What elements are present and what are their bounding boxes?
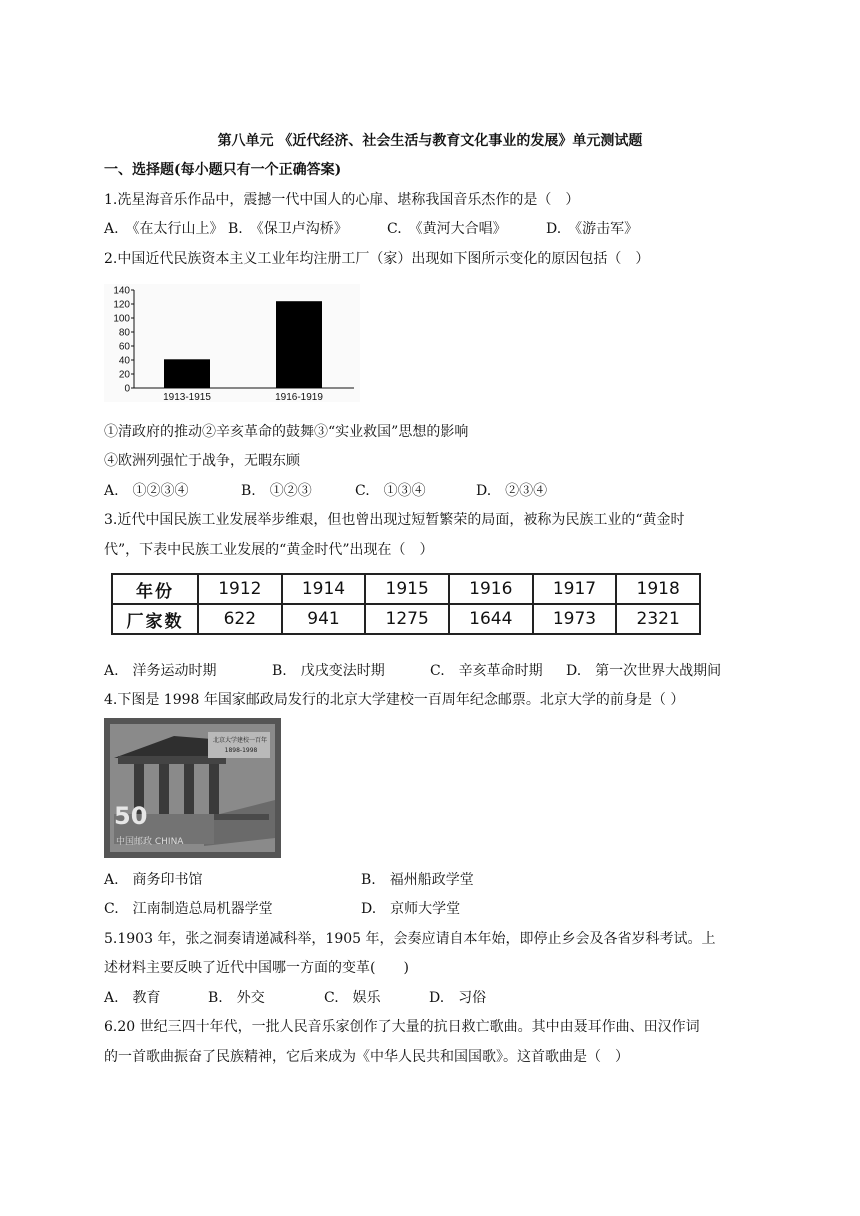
question-5-stem-line1: 5.1903 年，张之洞奏请递减科举，1905 年，会奏应请自本年始，即停止乡会及各省岁科考试。上 — [104, 931, 716, 947]
q4-option-b: B. 福州船政学堂 — [361, 872, 474, 888]
question-6-stem-line1: 6.20 世纪三四十年代，一批人民音乐家创作了大量的抗日救亡歌曲。其中由聂耳作曲、田汉作词 — [104, 1019, 700, 1035]
table-cell: 1912 — [198, 574, 282, 604]
factory-bar-chart — [104, 284, 360, 402]
table-row-head-year: 年份 — [112, 574, 198, 604]
stamp-caption: 北京大学建校一百年 — [212, 737, 267, 744]
q5-option-a: A. 教育 — [104, 990, 161, 1006]
q3-option-d: D. 第一次世界大战期间 — [566, 663, 722, 679]
stamp-years: 1898-1998 — [224, 747, 258, 754]
table-row — [112, 574, 700, 604]
q3-option-b: B. 戊戌变法时期 — [272, 663, 385, 679]
table-cell: 1644 — [449, 604, 533, 634]
document-title: 第八单元 《近代经济、社会生活与教育文化事业的发展》单元测试题 — [217, 133, 643, 149]
question-2-options — [104, 481, 547, 501]
y-tick-label: 100 — [113, 313, 130, 325]
question-3-stem-line1: 3.近代中国民族工业发展举步维艰，但也曾出现过短暂繁荣的局面，被称为民族工业的“黄金时 — [104, 512, 685, 528]
question-3-stem-line2: 代”，下表中民族工业发展的“黄金时代”出现在（ ） — [104, 542, 434, 558]
question-5-stem-line2: 述材料主要反映了近代中国哪一方面的变革( ) — [104, 960, 409, 976]
bar-1916-1919 — [276, 301, 322, 388]
q2-option-d: D. ②③④ — [476, 483, 548, 499]
q3-option-a: A. 洋务运动时期 — [104, 663, 217, 679]
y-tick-label: 40 — [118, 355, 130, 367]
question-5-options — [104, 988, 486, 1008]
q1-option-a: A. 《在太行山上》 — [104, 221, 224, 237]
q5-option-b: B. 外交 — [208, 990, 265, 1006]
table-cell: 1914 — [282, 574, 366, 604]
question-3-options — [104, 661, 721, 681]
q4-option-c: C. 江南制造总局机器学堂 — [104, 901, 273, 917]
q1-option-b: B. 《保卫卢沟桥》 — [228, 221, 348, 237]
q4-option-d: D. 京师大学堂 — [361, 901, 461, 917]
table-cell: 1916 — [449, 574, 533, 604]
table-cell: 1915 — [365, 574, 449, 604]
y-tick-label: 120 — [113, 299, 130, 311]
y-tick-label: 60 — [118, 341, 130, 353]
table-cell: 622 — [198, 604, 282, 634]
q1-option-d: D. 《游击军》 — [546, 221, 639, 237]
x-tick-label: 1916-1919 — [275, 392, 323, 402]
table-cell: 1918 — [616, 574, 700, 604]
question-2-stem: 2.中国近代民族资本主义工业年均注册工厂（家）出现如下图所示变化的原因包括（ ） — [104, 251, 650, 267]
y-tick-label: 140 — [113, 285, 130, 297]
table-cell: 1917 — [533, 574, 617, 604]
question-2-items-line1: ①清政府的推动②辛亥革命的鼓舞③“实业救国”思想的影响 — [104, 424, 469, 440]
table-row — [112, 604, 700, 634]
y-tick-label: 0 — [124, 383, 130, 395]
y-tick-label: 20 — [118, 369, 130, 381]
q2-option-c: C. ①③④ — [355, 483, 426, 499]
table-row-head-count: 厂家数 — [112, 604, 198, 634]
stamp-image — [104, 718, 281, 858]
table-cell: 941 — [282, 604, 366, 634]
question-1-stem: 1.冼星海音乐作品中，震撼一代中国人的心扉、堪称我国音乐杰作的是（ ） — [104, 192, 580, 208]
q1-option-c: C. 《黄河大合唱》 — [387, 221, 507, 237]
stamp-value: 50 — [114, 802, 148, 830]
table-cell: 2321 — [616, 604, 700, 634]
stamp-country: 中国邮政 CHINA — [116, 837, 184, 847]
table-cell: 1973 — [533, 604, 617, 634]
q5-option-c: C. 娱乐 — [324, 990, 381, 1006]
section-heading: 一、选择题(每小题只有一个正确答案) — [104, 162, 342, 178]
bar-1913-1915 — [164, 359, 210, 388]
y-tick-label: 80 — [118, 327, 130, 339]
table-cell: 1275 — [365, 604, 449, 634]
q5-option-d: D. 习俗 — [429, 990, 487, 1006]
q2-option-a: A. ①②③④ — [104, 483, 189, 499]
q3-option-c: C. 辛亥革命时期 — [430, 663, 543, 679]
question-6-stem-line2: 的一首歌曲振奋了民族精神，它后来成为《中华人民共和国国歌》。这首歌曲是（ ） — [104, 1049, 629, 1065]
question-2-items-line2: ④欧洲列强忙于战争，无暇东顾 — [104, 453, 300, 469]
q4-option-a: A. 商务印书馆 — [104, 872, 203, 888]
factory-count-table — [111, 573, 701, 635]
q2-option-b: B. ①②③ — [241, 483, 312, 499]
question-4-stem: 4.下图是 1998 年国家邮政局发行的北京大学建校一百周年纪念邮票。北京大学的前身是（ ） — [104, 692, 685, 708]
x-tick-label: 1913-1915 — [163, 392, 211, 402]
question-1-options — [104, 219, 638, 239]
